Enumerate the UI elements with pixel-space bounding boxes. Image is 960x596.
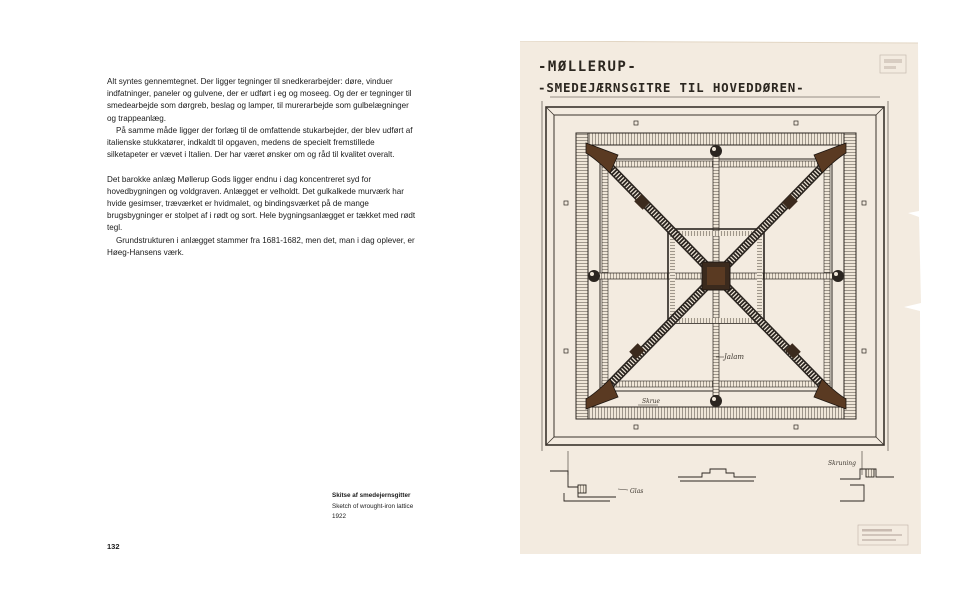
page-number: 132 — [107, 542, 120, 551]
caption-title: Skitse af smedejernsgitter — [332, 492, 411, 499]
paragraph: Grundstrukturen i anlægget stammer fra 1681-1682, men det, man i dag oplever, er Høeg-Hansens værk. — [107, 235, 415, 257]
paragraph: Alt syntes gennemtegnet. Der ligger tegninger til snedkerarbejder: døre, vinduer indfatninger, paneler og gulvene, der er udført i eg og moseeg. Og der er tegninger til smedearbejde som dørgreb, beslag og lamper, til murerarbejde som gulbelægninger og trappeanlæg. — [107, 77, 412, 123]
paragraph: På samme måde ligger der forlæg til de omfattende stukarbejder, der blev udført af italienske stukkatører, indkaldt til opgaven, medens de specielt fremstillede silketapeter er vævet i Italien. Der har været ønsker om og råd til kvalitet overalt. — [107, 125, 413, 160]
label-lower: Skrue — [642, 398, 661, 405]
drawing-subtitle: -SMEDEJÆRNSGITRE TIL HOVEDDØREN- — [538, 80, 805, 95]
label-right: Skruning — [828, 460, 856, 467]
label-glas: Glas — [630, 488, 644, 495]
lattice-drawing — [520, 41, 922, 554]
caption-subtitle: Sketch of wrought-iron lattice — [332, 502, 414, 510]
drawing-title: -MØLLERUP- — [538, 59, 638, 75]
body-text — [107, 76, 417, 259]
caption-year: 1922 — [332, 513, 347, 520]
figure-caption — [332, 491, 462, 523]
label-center: Jalam — [724, 353, 745, 361]
paragraph: Det barokke anlæg Møllerup Gods ligger endnu i dag koncentreret syd for hovedbygningen og voldgraven. Anlægget er velholdt. Det gulkalkede murværk har hvide gesimser, træværket er hvidmalet, og bindingsværket på de mange brugsbygninger er stolpet af i rødt og sort. Hele bygningsanlægget er tækket med rødt tegl. — [107, 174, 416, 233]
